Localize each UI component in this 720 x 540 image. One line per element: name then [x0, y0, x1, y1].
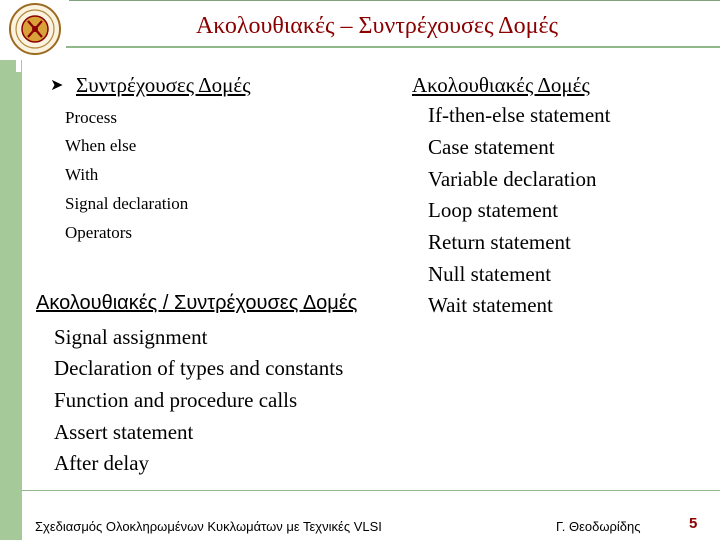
title-underline-rule — [66, 46, 720, 48]
concurrent-structures-heading: Συντρέχουσες Δομές — [76, 73, 251, 97]
footer-course-title: Σχεδιασμός Ολοκληρωμένων Κυκλωμάτων με Τεχνικές VLSI — [35, 519, 382, 534]
concurrent-item: With — [65, 165, 99, 184]
footer-rule — [22, 490, 720, 491]
concurrent-item: Signal declaration — [65, 194, 189, 213]
mixed-item: Declaration of types and constants — [54, 356, 344, 380]
left-accent-notch — [16, 58, 21, 72]
arrowhead-bullet-icon: ➤ — [50, 75, 64, 94]
sequential-structures-heading: Ακολουθιακές Δομές — [412, 73, 590, 97]
top-frame-line — [69, 0, 720, 1]
sequential-item: Null statement — [428, 262, 552, 286]
sequential-item: Case statement — [428, 135, 555, 159]
mixed-item: Function and procedure calls — [54, 388, 298, 412]
sequential-item: Wait statement — [428, 293, 553, 317]
mixed-structures-heading: Ακολουθιακές / Συντρέχουσες Δομές — [36, 292, 358, 314]
mixed-item: Signal assignment — [54, 325, 208, 349]
sequential-item: Variable declaration — [428, 167, 597, 191]
left-accent-bar — [0, 60, 22, 540]
sequential-item: Return statement — [428, 230, 571, 254]
sequential-item: If-then-else statement — [428, 103, 611, 127]
mixed-item: After delay — [54, 451, 150, 475]
concurrent-item: Process — [65, 108, 117, 127]
page-number: 5 — [689, 515, 698, 532]
mixed-item: Assert statement — [54, 420, 194, 444]
sequential-item: Loop statement — [428, 198, 559, 222]
concurrent-item: Operators — [65, 223, 133, 242]
slide-title: Ακολουθιακές – Συντρέχουσες Δομές — [195, 13, 559, 39]
footer-author: Γ. Θεοδωρίδης — [556, 519, 641, 534]
concurrent-item: When else — [65, 136, 137, 155]
